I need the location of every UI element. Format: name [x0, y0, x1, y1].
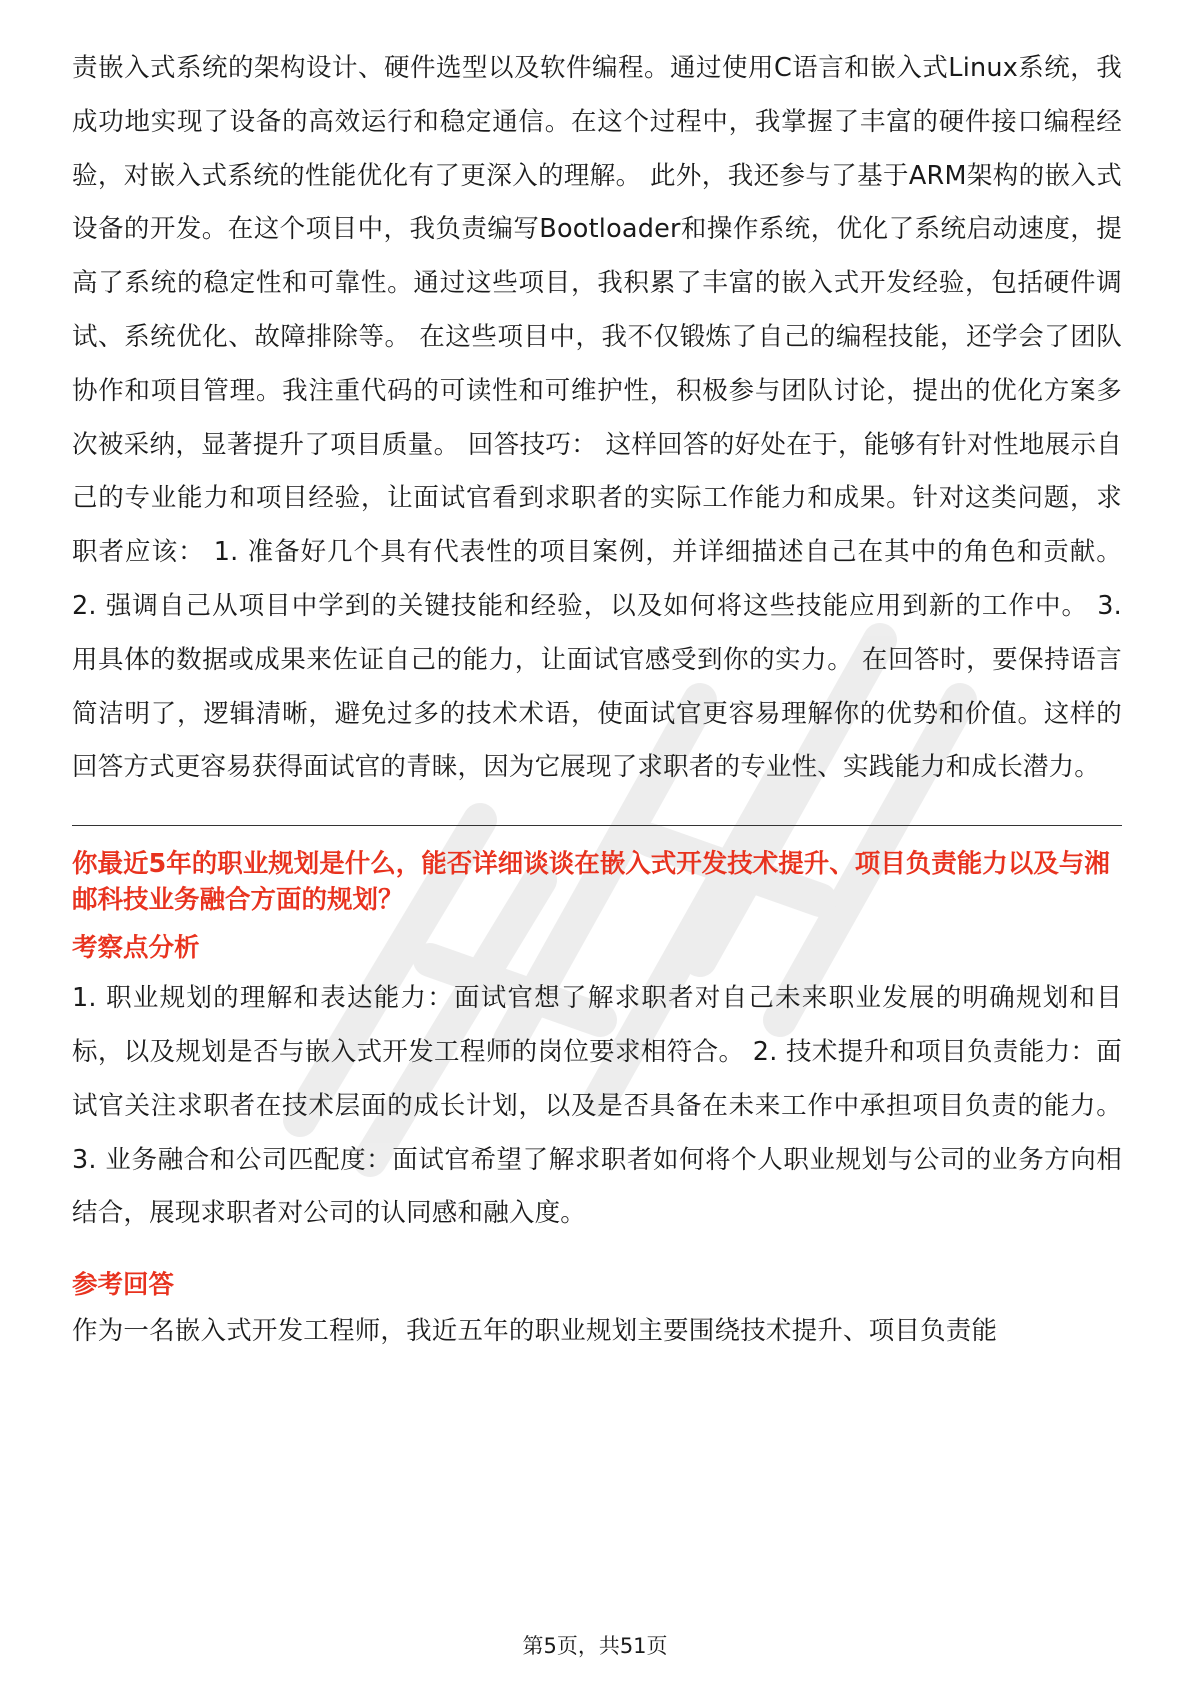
answer-text: 作为一名嵌入式开发工程师，我近五年的职业规划主要围绕技术提升、项目负责能: [72, 1316, 998, 1347]
analysis-heading: 考察点分析: [72, 933, 200, 964]
analysis-text: 1. 职业规划的理解和表达能力：面试官想了解求职者对自己未来职业发展的明确规划和目标，以及规划是否与嵌入式开发工程师的岗位要求相符合。 2. 技术提升和项目负责能力：面试官关注求职者在技术层面的成长计划，以及是否具备在未来工作中承担项目负责的能力。 3. 业务融合和公司匹配度：面试官希望了解求职者如何将个人职业规划与公司的业务方向相结合，展现求职者对公司的认同感和融入度。: [72, 983, 1122, 1229]
page-number: 第5页，共51页: [522, 1634, 668, 1658]
answer-heading: 参考回答: [72, 1270, 175, 1301]
page-content: [72, 42, 1122, 1359]
section-divider: [72, 825, 1122, 826]
interview-question: 你最近5年的职业规划是什么，能否详细谈谈在嵌入式开发技术提升、项目负责能力以及与湘邮科技业务融合方面的规划？: [72, 849, 1110, 916]
previous-answer-continuation: 责嵌入式系统的架构设计、硬件选型以及软件编程。通过使用C语言和嵌入式Linux系统，我成功地实现了设备的高效运行和稳定通信。在这个过程中，我掌握了丰富的硬件接口编程经验，对嵌入式系统的性能优化有了更深入的理解。 此外，我还参与了基于ARM架构的嵌入式设备的开发。在这个项目中，我负责编写Bootloader和操作系统，优化了系统启动速度，提高了系统的稳定性和可靠性。通过这些项目，我积累了丰富的嵌入式开发经验，包括硬件调试、系统优化、故障排除等。 在这些项目中，我不仅锻炼了自己的编程技能，还学会了团队协作和项目管理。我注重代码的可读性和可维护性，积极参与团队讨论，提出的优化方案多次被采纳，显著提升了项目质量。 回答技巧： 这样回答的好处在于，能够有针对性地展示自己的专业能力和项目经验，让面试官看到求职者的实际工作能力和成果。针对这类问题，求职者应该： 1. 准备好几个具有代表性的项目案例，并详细描述自己在其中的角色和贡献。 2. 强调自己从项目中学到的关键技能和经验，以及如何将这些技能应用到新的工作中。 3. 用具体的数据或成果来佐证自己的能力，让面试官感受到你的实力。 在回答时，要保持语言简洁明了，逻辑清晰，避免过多的技术术语，使面试官更容易理解你的优势和价值。这样的回答方式更容易获得面试官的青睐，因为它展现了求职者的专业性、实践能力和成长潜力。: [72, 53, 1122, 783]
